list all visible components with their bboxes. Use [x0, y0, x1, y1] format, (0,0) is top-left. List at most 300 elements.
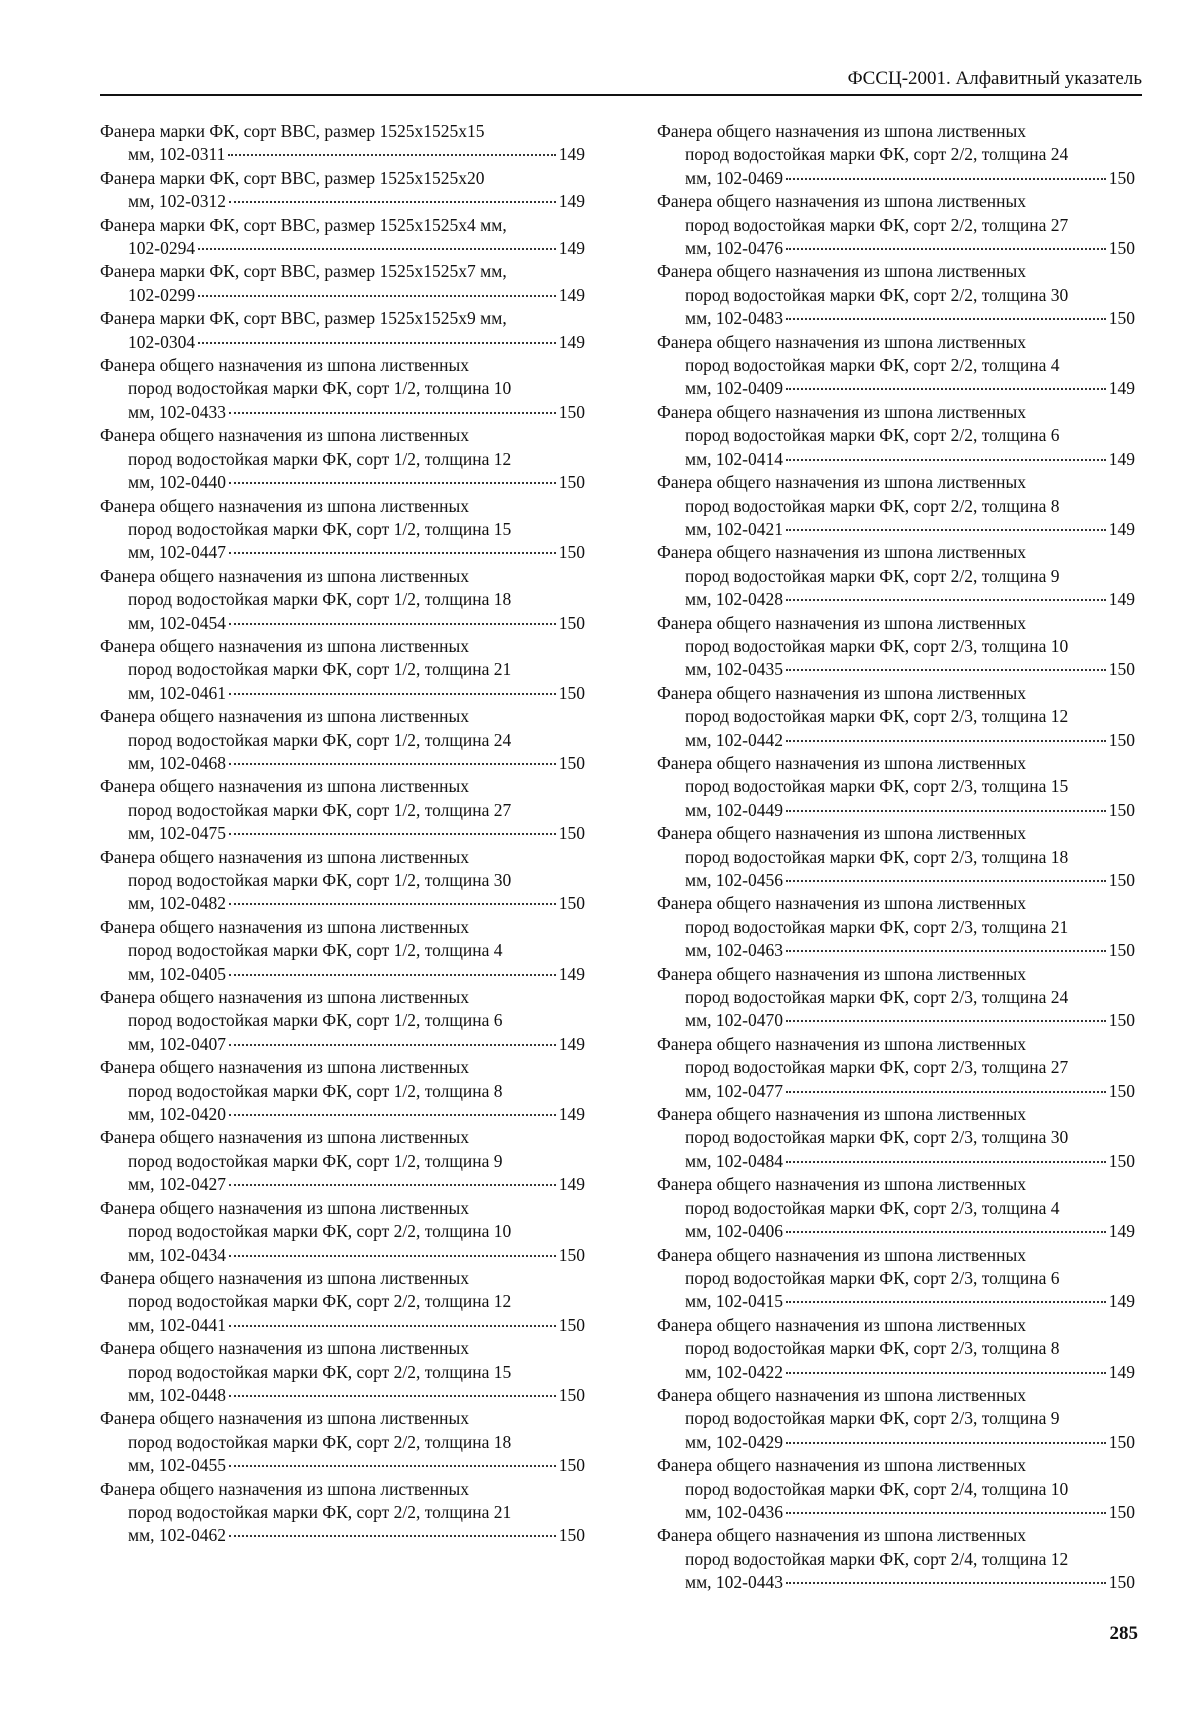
entry-reference-line: [100, 752, 585, 775]
entry-title: Фанера марки ФК, сорт ВВС, размер 1525x1525x9 мм,: [100, 308, 507, 329]
dot-leader: [786, 1231, 1106, 1233]
dot-leader: [786, 248, 1106, 250]
entry-title-continued: пород водостойкая марки ФК, сорт 2/3, толщина 15: [685, 776, 1069, 797]
entry-title: Фанера общего назначения из шпона лиственных: [657, 1104, 1027, 1125]
entry-title-continued: пород водостойкая марки ФК, сорт 2/3, толщина 8: [685, 1338, 1060, 1359]
entry-code: мм, 102-0443: [685, 1572, 783, 1593]
dot-leader: [786, 1512, 1106, 1514]
entry-code: мм, 102-0484: [685, 1150, 783, 1171]
entry-page-ref: 150: [1108, 167, 1135, 188]
index-entry: [657, 1244, 1135, 1314]
entry-reference-line: [657, 1009, 1135, 1032]
entry-title-continued: пород водостойкая марки ФК, сорт 2/4, толщина 12: [685, 1548, 1069, 1569]
entry-code: мм, 102-0422: [685, 1361, 783, 1382]
entry-title-continued: пород водостойкая марки ФК, сорт 2/2, толщина 24: [685, 144, 1069, 165]
entry-code: мм, 102-0454: [128, 612, 226, 633]
entry-code: мм, 102-0477: [685, 1080, 783, 1101]
entry-title-continued: пород водостойкая марки ФК, сорт 1/2, толщина 27: [128, 799, 512, 820]
entry-title-continued: пород водостойкая марки ФК, сорт 2/2, толщина 21: [128, 1501, 512, 1522]
entry-title-continued: пород водостойкая марки ФК, сорт 2/2, толщина 10: [128, 1221, 512, 1242]
dot-leader: [229, 623, 556, 625]
index-entry: [657, 1524, 1135, 1594]
index-entry: [657, 963, 1135, 1033]
entry-title-continued: пород водостойкая марки ФК, сорт 1/2, толщина 8: [128, 1080, 503, 1101]
entry-code: мм, 102-0433: [128, 401, 226, 422]
index-entry: [100, 1056, 585, 1126]
entry-page-ref: 149: [558, 963, 585, 984]
entry-title-continued: пород водостойкая марки ФК, сорт 2/2, толщина 30: [685, 284, 1069, 305]
entry-page-ref: 149: [1108, 1291, 1135, 1312]
entry-reference-line: [657, 939, 1135, 962]
entry-page-ref: 150: [558, 752, 585, 773]
entry-title-continued: пород водостойкая марки ФК, сорт 2/2, толщина 9: [685, 565, 1060, 586]
entry-page-ref: 150: [1108, 870, 1135, 890]
entry-title-continued: пород водостойкая марки ФК, сорт 2/2, толщина 8: [685, 495, 1060, 516]
entry-title-continued: пород водостойкая марки ФК, сорт 1/2, толщина 6: [128, 1010, 503, 1031]
entry-code: мм, 102-0442: [685, 729, 783, 750]
entry-title-continued: пород водостойкая марки ФК, сорт 1/2, толщина 4: [128, 940, 503, 961]
index-entry: [100, 354, 585, 424]
entry-reference-line: [100, 331, 585, 354]
index-entry: [657, 541, 1135, 611]
dot-leader: [229, 482, 556, 484]
entry-page-ref: 150: [558, 1384, 585, 1405]
entry-reference-line: [657, 307, 1135, 330]
entry-title: Фанера общего назначения из шпона лиственных: [657, 1455, 1027, 1476]
index-entry: [657, 1454, 1135, 1524]
index-column-left: [100, 120, 585, 1548]
entry-title-continued: пород водостойкая марки ФК, сорт 2/3, толщина 12: [685, 706, 1069, 727]
entry-reference-line: [657, 869, 1135, 892]
entry-title-continued: пород водостойкая марки ФК, сорт 1/2, толщина 15: [128, 518, 512, 539]
entry-page-ref: 149: [1108, 378, 1135, 399]
entry-title: Фанера общего назначения из шпона лиственных: [100, 355, 470, 376]
entry-page-ref: 150: [1108, 729, 1135, 750]
entry-reference-line: [100, 237, 585, 260]
entry-page-ref: 150: [1108, 1150, 1135, 1171]
entry-reference-line: [657, 448, 1135, 471]
entry-reference-line: [100, 822, 585, 845]
entry-reference-line: [100, 1173, 585, 1196]
entry-title-continued: пород водостойкая марки ФК, сорт 1/2, толщина 18: [128, 589, 512, 610]
entry-title: Фанера общего назначения из шпона лиственных: [657, 1525, 1027, 1546]
entry-title-continued: пород водостойкая марки ФК, сорт 2/3, толщина 21: [685, 916, 1069, 937]
entry-page-ref: 150: [558, 823, 585, 844]
dot-leader: [786, 529, 1106, 531]
index-entry: [657, 1173, 1135, 1243]
entry-page-ref: 150: [1108, 308, 1135, 329]
entry-title-continued: пород водостойкая марки ФК, сорт 2/2, толщина 15: [128, 1361, 512, 1382]
entry-title: Фанера марки ФК, сорт ВВС, размер 1525x1525x15: [100, 121, 485, 141]
entry-page-ref: 150: [1108, 238, 1135, 259]
dot-leader: [786, 1091, 1106, 1093]
entry-code: мм, 102-0409: [685, 378, 783, 399]
entry-code: мм, 102-0463: [685, 940, 783, 961]
entry-code: мм, 102-0461: [128, 682, 226, 703]
index-entry: [657, 190, 1135, 260]
entry-title-continued: пород водостойкая марки ФК, сорт 2/3, толщина 24: [685, 987, 1069, 1008]
entry-title-continued: пород водостойкая марки ФК, сорт 1/2, толщина 10: [128, 378, 512, 399]
entry-page-ref: 150: [1108, 1501, 1135, 1522]
dot-leader: [228, 154, 555, 156]
index-entry: [100, 635, 585, 705]
entry-code: мм, 102-0456: [685, 870, 783, 890]
dot-leader: [229, 201, 556, 203]
dot-leader: [229, 833, 556, 835]
index-entry: [657, 331, 1135, 401]
index-entry: [100, 846, 585, 916]
entry-title: Фанера общего назначения из шпона лиственных: [100, 635, 470, 656]
entry-title: Фанера общего назначения из шпона лиственных: [100, 1057, 470, 1078]
entry-page-ref: 150: [558, 1314, 585, 1335]
index-entry: [100, 1267, 585, 1337]
entry-page-ref: 150: [558, 542, 585, 563]
dot-leader: [229, 1044, 556, 1046]
entry-title: Фанера общего назначения из шпона лиственных: [657, 401, 1027, 422]
dot-leader: [229, 1395, 556, 1397]
entry-reference-line: [100, 682, 585, 705]
entry-page-ref: 150: [558, 612, 585, 633]
entry-title-continued: пород водостойкая марки ФК, сорт 2/2, толщина 6: [685, 425, 1060, 446]
entry-code: мм, 102-0440: [128, 472, 226, 493]
index-entry: [657, 1314, 1135, 1384]
index-entry: [100, 916, 585, 986]
dot-leader: [229, 974, 556, 976]
dot-leader: [786, 178, 1106, 180]
dot-leader: [229, 1535, 556, 1537]
entry-code: мм, 102-0405: [128, 963, 226, 984]
dot-leader: [786, 459, 1106, 461]
dot-leader: [786, 950, 1106, 952]
entry-title: Фанера общего назначения из шпона лиственных: [100, 565, 470, 586]
entry-title: Фанера общего назначения из шпона лиственных: [657, 472, 1027, 493]
entry-title: Фанера общего назначения из шпона лиственных: [657, 1244, 1027, 1265]
entry-title-continued: пород водостойкая марки ФК, сорт 1/2, толщина 30: [128, 870, 512, 890]
entry-title: Фанера общего назначения из шпона лиственных: [100, 1478, 470, 1499]
dot-leader: [786, 318, 1106, 320]
index-entry: [100, 705, 585, 775]
index-entry: [100, 1478, 585, 1548]
dot-leader: [786, 669, 1106, 671]
dot-leader: [786, 1582, 1106, 1584]
index-entry: [100, 1337, 585, 1407]
entry-title: Фанера общего назначения из шпона лиственных: [100, 1197, 470, 1218]
entry-code: мм, 102-0482: [128, 893, 226, 914]
dot-leader: [786, 388, 1106, 390]
entry-reference-line: [100, 892, 585, 915]
entry-page-ref: 150: [1108, 659, 1135, 680]
entry-reference-line: [100, 471, 585, 494]
index-entry: [657, 401, 1135, 471]
dot-leader: [786, 740, 1106, 742]
entry-title-continued: пород водостойкая марки ФК, сорт 1/2, толщина 9: [128, 1150, 503, 1171]
entry-reference-line: [657, 799, 1135, 822]
entry-reference-line: [100, 1524, 585, 1547]
entry-reference-line: [657, 1150, 1135, 1173]
entry-title-continued: пород водостойкая марки ФК, сорт 2/3, толщина 27: [685, 1057, 1069, 1078]
entry-title-continued: пород водостойкая марки ФК, сорт 2/3, толщина 30: [685, 1127, 1069, 1148]
entry-reference-line: [100, 401, 585, 424]
entry-page-ref: 149: [558, 1174, 585, 1195]
index-entry: [100, 1197, 585, 1267]
entry-code: мм, 102-0311: [128, 144, 226, 165]
index-entry: [657, 120, 1135, 190]
dot-leader: [786, 599, 1106, 601]
entry-code: мм, 102-0475: [128, 823, 226, 844]
entry-page-ref: 150: [1108, 799, 1135, 820]
entry-page-ref: 149: [558, 191, 585, 212]
entry-page-ref: 150: [558, 1455, 585, 1476]
entry-title: Фанера общего назначения из шпона лиственных: [657, 1314, 1027, 1335]
entry-title-continued: пород водостойкая марки ФК, сорт 2/3, толщина 6: [685, 1267, 1060, 1288]
entry-page-ref: 150: [558, 682, 585, 703]
entry-title: Фанера марки ФК, сорт ВВС, размер 1525x1525x20: [100, 167, 485, 188]
index-entry: [100, 1126, 585, 1196]
dot-leader: [786, 1372, 1106, 1374]
entry-page-ref: 149: [1108, 1361, 1135, 1382]
entry-page-ref: 150: [558, 893, 585, 914]
entry-title-continued: пород водостойкая марки ФК, сорт 2/3, толщина 18: [685, 846, 1069, 867]
entry-page-ref: 149: [558, 238, 585, 259]
entry-page-ref: 149: [1108, 589, 1135, 610]
entry-code: мм, 102-0436: [685, 1501, 783, 1522]
entry-page-ref: 150: [558, 1525, 585, 1546]
entry-title: Фанера марки ФК, сорт ВВС, размер 1525x1525x7 мм,: [100, 261, 507, 282]
entry-code: мм, 102-0415: [685, 1291, 783, 1312]
index-entry: [657, 892, 1135, 962]
entry-title-continued: пород водостойкая марки ФК, сорт 2/2, толщина 4: [685, 355, 1060, 376]
entry-page-ref: 149: [558, 284, 585, 305]
index-entry: [100, 775, 585, 845]
dot-leader: [786, 1442, 1106, 1444]
entry-reference-line: [100, 1454, 585, 1477]
entry-code: мм, 102-0421: [685, 518, 783, 539]
entry-title: Фанера марки ФК, сорт ВВС, размер 1525x1525x4 мм,: [100, 214, 507, 235]
entry-code: мм, 102-0434: [128, 1244, 226, 1265]
entry-page-ref: 149: [558, 1033, 585, 1054]
entry-reference-line: [657, 377, 1135, 400]
entry-title: Фанера общего назначения из шпона лиственных: [100, 1267, 470, 1288]
entry-page-ref: 150: [1108, 940, 1135, 961]
dot-leader: [229, 903, 556, 905]
entry-title-continued: пород водостойкая марки ФК, сорт 2/3, толщина 4: [685, 1197, 1060, 1218]
dot-leader: [229, 693, 556, 695]
entry-code: мм, 102-0429: [685, 1431, 783, 1452]
entry-title-continued: пород водостойкая марки ФК, сорт 1/2, толщина 12: [128, 448, 512, 469]
entry-title-continued: пород водостойкая марки ФК, сорт 1/2, толщина 21: [128, 659, 512, 680]
entry-title-continued: пород водостойкая марки ФК, сорт 2/2, толщина 18: [128, 1431, 512, 1452]
entry-title: Фанера общего назначения из шпона лиственных: [100, 987, 470, 1008]
index-entry: [100, 424, 585, 494]
index-entry: [100, 120, 585, 167]
entry-reference-line: [657, 1431, 1135, 1454]
entry-title: Фанера общего назначения из шпона лиственных: [100, 846, 470, 867]
index-entry: [100, 986, 585, 1056]
entry-title: Фанера общего назначения из шпона лиственных: [657, 823, 1027, 844]
entry-reference-line: [657, 1220, 1135, 1243]
entry-title: Фанера общего назначения из шпона лиственных: [657, 752, 1027, 773]
entry-title-continued: пород водостойкая марки ФК, сорт 1/2, толщина 24: [128, 729, 512, 750]
entry-code: мм, 102-0448: [128, 1384, 226, 1405]
entry-code: мм, 102-0469: [685, 167, 783, 188]
entry-reference-line: [657, 1361, 1135, 1384]
entry-code: мм, 102-0449: [685, 799, 783, 820]
entry-code: мм, 102-0406: [685, 1221, 783, 1242]
entry-page-ref: 150: [1108, 1080, 1135, 1101]
dot-leader: [198, 295, 556, 297]
entry-title: Фанера общего назначения из шпона лиственных: [657, 261, 1027, 282]
entry-reference-line: [100, 190, 585, 213]
entry-title: Фанера общего назначения из шпона лиственных: [657, 191, 1027, 212]
entry-code: мм, 102-0312: [128, 191, 226, 212]
index-entry: [100, 214, 585, 261]
entry-code: мм, 102-0427: [128, 1174, 226, 1195]
entry-reference-line: [657, 1501, 1135, 1524]
entry-page-ref: 150: [558, 472, 585, 493]
entry-reference-line: [100, 541, 585, 564]
entry-page-ref: 150: [1108, 1010, 1135, 1031]
entry-title: Фанера общего назначения из шпона лиственных: [657, 612, 1027, 633]
entry-title-continued: пород водостойкая марки ФК, сорт 2/4, толщина 10: [685, 1478, 1069, 1499]
entry-title: Фанера общего назначения из шпона лиственных: [657, 1174, 1027, 1195]
entry-title: Фанера общего назначения из шпона лиственных: [657, 542, 1027, 563]
entry-title-continued: пород водостойкая марки ФК, сорт 2/2, толщина 12: [128, 1291, 512, 1312]
index-entry: [100, 565, 585, 635]
entry-reference-line: [100, 963, 585, 986]
entry-page-ref: 149: [1108, 448, 1135, 469]
entry-reference-line: [657, 658, 1135, 681]
page-number: 285: [1109, 1623, 1138, 1644]
dot-leader: [229, 1325, 556, 1327]
entry-page-ref: 150: [1108, 1572, 1135, 1593]
entry-reference-line: [657, 518, 1135, 541]
index-entry: [657, 822, 1135, 892]
entry-code: мм, 102-0420: [128, 1104, 226, 1125]
header-title: ФССЦ-2001. Алфавитный указатель: [847, 68, 1142, 89]
entry-code: мм, 102-0468: [128, 752, 226, 773]
entry-code: мм, 102-0407: [128, 1033, 226, 1054]
index-entry: [100, 260, 585, 307]
entry-page-ref: 150: [1108, 1431, 1135, 1452]
entry-code: 102-0299: [128, 284, 196, 305]
dot-leader: [229, 412, 556, 414]
entry-page-ref: 150: [558, 401, 585, 422]
entry-page-ref: 149: [1108, 1221, 1135, 1242]
entry-code: мм, 102-0462: [128, 1525, 226, 1546]
index-entry: [100, 1407, 585, 1477]
entry-title: Фанера общего назначения из шпона лиственных: [100, 706, 470, 727]
dot-leader: [786, 1161, 1106, 1163]
entry-page-ref: 149: [1108, 518, 1135, 539]
entry-title: Фанера общего назначения из шпона лиственных: [100, 1338, 470, 1359]
dot-leader: [229, 1465, 556, 1467]
entry-code: мм, 102-0414: [685, 448, 783, 469]
entry-title: Фанера общего назначения из шпона лиственных: [100, 495, 470, 516]
entry-page-ref: 149: [558, 331, 585, 352]
index-entry: [657, 1033, 1135, 1103]
dot-leader: [229, 1255, 556, 1257]
entry-reference-line: [100, 1384, 585, 1407]
entry-code: мм, 102-0455: [128, 1455, 226, 1476]
entry-reference-line: [657, 1080, 1135, 1103]
index-entry: [657, 752, 1135, 822]
entry-reference-line: [100, 1103, 585, 1126]
entry-page-ref: 149: [558, 1104, 585, 1125]
entry-reference-line: [100, 1314, 585, 1337]
running-header: [100, 66, 1142, 96]
entry-code: 102-0294: [128, 238, 196, 259]
entry-title: Фанера общего назначения из шпона лиственных: [657, 963, 1027, 984]
index-entry: [657, 471, 1135, 541]
entry-code: мм, 102-0483: [685, 308, 783, 329]
entry-reference-line: [100, 1033, 585, 1056]
dot-leader: [786, 810, 1106, 812]
index-entry: [657, 682, 1135, 752]
dot-leader: [786, 880, 1106, 882]
entry-title-continued: пород водостойкая марки ФК, сорт 2/3, толщина 10: [685, 635, 1069, 656]
entry-reference-line: [100, 1244, 585, 1267]
dot-leader: [198, 248, 556, 250]
dot-leader: [198, 342, 556, 344]
index-entry: [657, 260, 1135, 330]
dot-leader: [229, 1114, 556, 1116]
index-entry: [100, 307, 585, 354]
dot-leader: [229, 763, 556, 765]
entry-title: Фанера общего назначения из шпона лиственных: [100, 776, 470, 797]
entry-title: Фанера общего назначения из шпона лиственных: [100, 425, 470, 446]
entry-reference-line: [657, 729, 1135, 752]
index-entry: [657, 1384, 1135, 1454]
entry-reference-line: [100, 143, 585, 166]
entry-title: Фанера общего назначения из шпона лиственных: [100, 1127, 470, 1148]
entry-reference-line: [657, 1571, 1135, 1594]
entry-title: Фанера общего назначения из шпона лиственных: [657, 1384, 1027, 1405]
dot-leader: [229, 552, 556, 554]
entry-code: мм, 102-0476: [685, 238, 783, 259]
dot-leader: [229, 1184, 556, 1186]
entry-code: мм, 102-0470: [685, 1010, 783, 1031]
entry-reference-line: [100, 284, 585, 307]
entry-reference-line: [657, 237, 1135, 260]
entry-reference-line: [657, 167, 1135, 190]
dot-leader: [786, 1020, 1106, 1022]
entry-code: 102-0304: [128, 331, 196, 352]
entry-title-continued: пород водостойкая марки ФК, сорт 2/3, толщина 9: [685, 1408, 1060, 1429]
index-entry: [100, 495, 585, 565]
entry-title: Фанера общего назначения из шпона лиственных: [100, 1408, 470, 1429]
entry-reference-line: [100, 612, 585, 635]
entry-title: Фанера общего назначения из шпона лиственных: [657, 893, 1027, 914]
entry-title: Фанера общего назначения из шпона лиственных: [657, 331, 1027, 352]
entry-code: мм, 102-0428: [685, 589, 783, 610]
dot-leader: [786, 1301, 1106, 1303]
index-entry: [657, 1103, 1135, 1173]
entry-reference-line: [657, 1290, 1135, 1313]
entry-code: мм, 102-0447: [128, 542, 226, 563]
index-column-right: [657, 120, 1135, 1595]
index-entry: [100, 167, 585, 214]
entry-code: мм, 102-0441: [128, 1314, 226, 1335]
entry-title: Фанера общего назначения из шпона лиственных: [657, 121, 1027, 141]
entry-code: мм, 102-0435: [685, 659, 783, 680]
index-entry: [657, 612, 1135, 682]
entry-reference-line: [657, 588, 1135, 611]
entry-title-continued: пород водостойкая марки ФК, сорт 2/2, толщина 27: [685, 214, 1069, 235]
entry-title: Фанера общего назначения из шпона лиственных: [657, 682, 1027, 703]
entry-page-ref: 149: [558, 144, 585, 165]
entry-title: Фанера общего назначения из шпона лиственных: [657, 1033, 1027, 1054]
entry-title: Фанера общего назначения из шпона лиственных: [100, 916, 470, 937]
